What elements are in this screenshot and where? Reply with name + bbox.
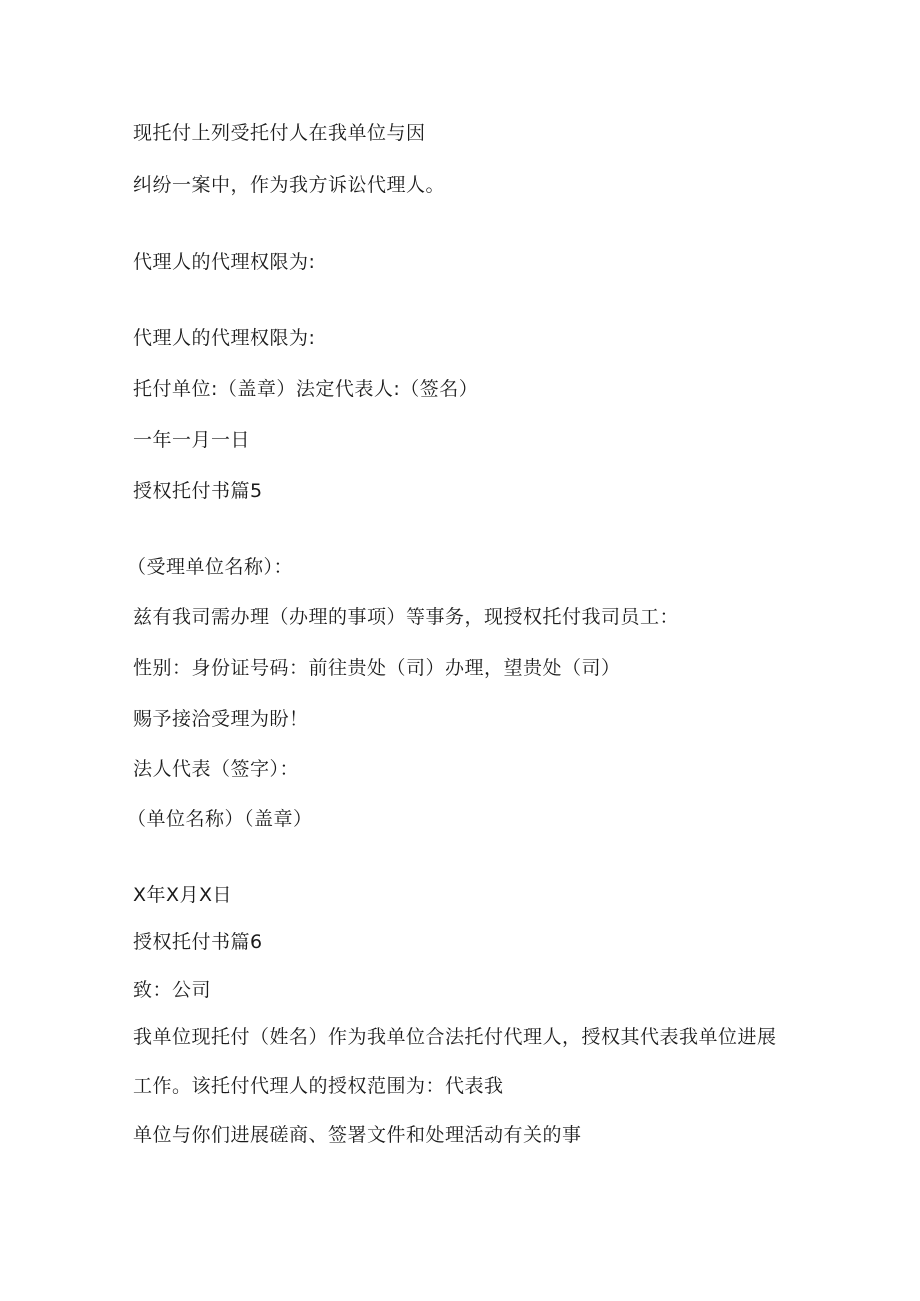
- paragraph-line: 代理人的代理权限为:: [133, 327, 316, 349]
- paragraph-line: 单位与你们进展磋商、签署文件和处理活动有关的事: [133, 1124, 582, 1146]
- date-line: X年X月X日: [133, 884, 233, 906]
- section-heading: 授权托付书篇5: [133, 480, 263, 502]
- paragraph-line: 我单位现托付（姓名）作为我单位合法托付代理人，授权其代表我单位进展: [133, 1026, 777, 1048]
- paragraph-line: 性别：身份证号码：前往贵处（司）办理，望贵处（司）: [133, 657, 621, 679]
- paragraph-line: 赐予接洽受理为盼！: [133, 708, 309, 730]
- paragraph-line: 兹有我司需办理（办理的事项）等事务，现授权托付我司员工：: [133, 606, 680, 628]
- paragraph-line: 现托付上列受托付人在我单位与因: [133, 122, 426, 144]
- paragraph-line: 代理人的代理权限为:: [133, 251, 316, 273]
- seal-line: （单位名称）（盖章）: [127, 808, 313, 830]
- section-heading: 授权托付书篇6: [133, 931, 263, 953]
- paragraph-line: 致：公司: [133, 979, 212, 1001]
- signature-line: 法人代表（签字）：: [133, 758, 300, 780]
- paragraph-line: 工作。该托付代理人的授权范围为：代表我: [133, 1075, 504, 1097]
- date-line: 一年一月一日: [133, 429, 251, 451]
- paragraph-line: 托付单位:（盖章）法定代表人:（签名）: [133, 378, 479, 400]
- paragraph-line: （受理单位名称）：: [127, 556, 294, 578]
- paragraph-line: 纠纷一案中，作为我方诉讼代理人。: [133, 174, 446, 196]
